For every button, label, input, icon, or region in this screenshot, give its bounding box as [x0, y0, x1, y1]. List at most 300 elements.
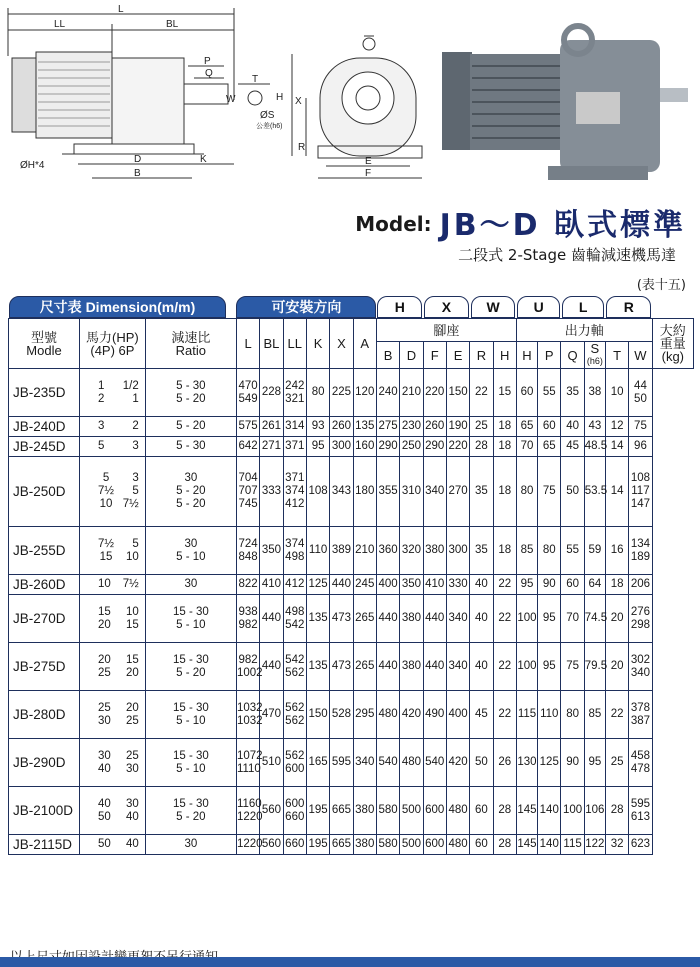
row-w: 18 [605, 575, 628, 595]
row-l: 704 707 745 [236, 457, 259, 527]
row-t: 79.5 [584, 643, 605, 691]
row-k: 195 [306, 787, 329, 835]
row-p: 60 [516, 369, 537, 417]
model-title: JB～D 臥式標準 [439, 208, 686, 243]
dim-label-H: H [276, 92, 284, 103]
row-h: 18 [493, 527, 516, 575]
row-k: 95 [306, 437, 329, 457]
col-shaft-s-label: S [590, 341, 600, 356]
row-b: 400 [376, 575, 399, 595]
row-model: JB-245D [9, 437, 80, 457]
row-d: 350 [400, 575, 423, 595]
row-a: 160 [353, 437, 376, 457]
row-hp-4p: 5 7½ 10 [98, 472, 115, 510]
col-ll: LL [283, 319, 306, 369]
row-l: 724 848 [236, 527, 259, 575]
col-base-b: B [376, 342, 399, 369]
row-q: 90 [538, 575, 561, 595]
row-e: 400 [446, 691, 469, 739]
row-t: 74.5 [584, 595, 605, 643]
col-base-e: E [446, 342, 469, 369]
row-s: 115 [561, 835, 584, 855]
dim-label-E: E [365, 156, 372, 167]
row-r: 35 [470, 527, 493, 575]
row-ratio: 5 - 20 [145, 417, 236, 437]
row-p: 100 [516, 595, 537, 643]
row-f: 440 [423, 643, 446, 691]
row-e: 480 [446, 787, 469, 835]
row-d: 500 [400, 787, 423, 835]
row-k: 125 [306, 575, 329, 595]
row-model: JB-2100D [9, 787, 80, 835]
row-hp-4p: 25 30 [98, 701, 111, 727]
col-shaft-s [584, 342, 605, 369]
row-ll: 374 498 [283, 527, 306, 575]
col-base-f: F [423, 342, 446, 369]
row-h: 22 [493, 575, 516, 595]
row-l: 1032 1032 [236, 691, 259, 739]
row-ll: 371 [283, 437, 306, 457]
row-hp-6p: 30 40 [125, 797, 139, 823]
row-x: 473 [330, 595, 353, 643]
col-bl: BL [260, 319, 283, 369]
row-hp [80, 691, 146, 739]
row-b: 440 [376, 595, 399, 643]
row-hp [80, 369, 146, 417]
model-heading [355, 200, 686, 244]
row-f: 540 [423, 739, 446, 787]
row-model: JB-250D [9, 457, 80, 527]
row-hp [80, 527, 146, 575]
row-f: 340 [423, 457, 446, 527]
row-t: 122 [584, 835, 605, 855]
dim-label-F: F [365, 168, 372, 179]
row-x: 473 [330, 643, 353, 691]
row-x: 595 [330, 739, 353, 787]
row-f: 410 [423, 575, 446, 595]
row-s: 90 [561, 739, 584, 787]
row-e: 340 [446, 643, 469, 691]
row-ll: 242 321 [283, 369, 306, 417]
row-x: 440 [330, 575, 353, 595]
row-bl: 350 [260, 527, 283, 575]
row-w: 28 [605, 787, 628, 835]
row-q: 140 [538, 787, 561, 835]
row-f: 440 [423, 595, 446, 643]
row-hp-4p: 50 [98, 838, 111, 850]
dim-label-BL: BL [166, 19, 179, 30]
table-row [9, 739, 694, 787]
row-k: 110 [306, 527, 329, 575]
row-h: 22 [493, 643, 516, 691]
col-shaft-w: W [629, 342, 652, 369]
row-ratio: 5 - 30 5 - 20 [145, 369, 236, 417]
row-e: 300 [446, 527, 469, 575]
row-hp-6p: 20 25 [125, 701, 139, 727]
row-h: 18 [493, 417, 516, 437]
row-weight: 595 613 [629, 787, 652, 835]
row-a: 380 [353, 835, 376, 855]
row-k: 135 [306, 643, 329, 691]
row-e: 190 [446, 417, 469, 437]
dim-label-W: W [226, 94, 236, 105]
row-w: 12 [605, 417, 628, 437]
row-hp-4p: 5 [98, 440, 105, 452]
row-w: 16 [605, 527, 628, 575]
row-hp-6p: 2 [132, 420, 139, 432]
dim-label-X: X [295, 96, 302, 107]
row-q: 75 [538, 457, 561, 527]
table-row [9, 457, 694, 527]
row-b: 355 [376, 457, 399, 527]
row-l: 575 [236, 417, 259, 437]
dim-label-holes: ØH*4 [20, 160, 45, 171]
row-ll: 498 542 [283, 595, 306, 643]
row-model: JB-260D [9, 575, 80, 595]
row-l: 938 982 [236, 595, 259, 643]
row-b: 580 [376, 787, 399, 835]
table-row [9, 787, 694, 835]
row-p: 145 [516, 787, 537, 835]
row-ll: 562 600 [283, 739, 306, 787]
dimension-drawing [0, 0, 700, 200]
row-d: 480 [400, 739, 423, 787]
dim-label-R: R [298, 142, 306, 153]
row-weight: 378 387 [629, 691, 652, 739]
row-e: 270 [446, 457, 469, 527]
row-x: 665 [330, 787, 353, 835]
row-s: 75 [561, 643, 584, 691]
col-shaft-s-note: (h6) [586, 356, 603, 366]
row-q: 65 [538, 437, 561, 457]
row-w: 14 [605, 457, 628, 527]
row-a: 180 [353, 457, 376, 527]
row-hp-4p: 7½ 15 [98, 537, 115, 563]
row-x: 260 [330, 417, 353, 437]
row-a: 340 [353, 739, 376, 787]
dim-label-LL: LL [54, 19, 66, 30]
row-t: 59 [584, 527, 605, 575]
row-f: 260 [423, 417, 446, 437]
row-f: 600 [423, 787, 446, 835]
tab-letter-l: L [562, 296, 605, 318]
row-s: 80 [561, 691, 584, 739]
row-f: 220 [423, 369, 446, 417]
row-weight: 206 [629, 575, 652, 595]
col-shaft-q: Q [561, 342, 584, 369]
model-label: Model: [355, 212, 432, 236]
row-bl: 261 [260, 417, 283, 437]
row-model: JB-255D [9, 527, 80, 575]
tab-letter-h: H [377, 296, 422, 318]
row-ratio: 30 [145, 575, 236, 595]
row-hp [80, 835, 146, 855]
row-h: 26 [493, 739, 516, 787]
row-hp [80, 575, 146, 595]
row-b: 440 [376, 643, 399, 691]
row-r: 45 [470, 691, 493, 739]
row-model: JB-240D [9, 417, 80, 437]
row-x: 300 [330, 437, 353, 457]
row-r: 40 [470, 575, 493, 595]
row-weight: 134 189 [629, 527, 652, 575]
row-p: 145 [516, 835, 537, 855]
row-hp-4p: 40 50 [98, 797, 111, 823]
row-r: 25 [470, 417, 493, 437]
row-x: 389 [330, 527, 353, 575]
row-ratio: 5 - 30 [145, 437, 236, 457]
row-b: 540 [376, 739, 399, 787]
row-e: 150 [446, 369, 469, 417]
row-b: 240 [376, 369, 399, 417]
row-d: 210 [400, 369, 423, 417]
row-weight: 458 478 [629, 739, 652, 787]
row-ll: 660 [283, 835, 306, 855]
row-ll: 542 562 [283, 643, 306, 691]
group-base: 腳座 [376, 319, 516, 342]
row-s: 60 [561, 575, 584, 595]
row-ll: 314 [283, 417, 306, 437]
row-model: JB-2115D [9, 835, 80, 855]
row-hp-4p: 30 40 [98, 749, 111, 775]
row-d: 500 [400, 835, 423, 855]
row-r: 22 [470, 369, 493, 417]
row-hp [80, 739, 146, 787]
row-hp-6p: 3 [132, 440, 139, 452]
row-k: 108 [306, 457, 329, 527]
row-e: 220 [446, 437, 469, 457]
row-k: 195 [306, 835, 329, 855]
row-p: 100 [516, 643, 537, 691]
row-s: 70 [561, 595, 584, 643]
col-x: X [330, 319, 353, 369]
row-hp-6p: 15 20 [125, 653, 139, 679]
row-d: 320 [400, 527, 423, 575]
row-l: 982 1002 [236, 643, 259, 691]
table-row [9, 691, 694, 739]
row-ratio: 15 - 30 5 - 10 [145, 691, 236, 739]
row-p: 80 [516, 457, 537, 527]
row-bl: 510 [260, 739, 283, 787]
row-a: 120 [353, 369, 376, 417]
row-a: 135 [353, 417, 376, 437]
row-p: 70 [516, 437, 537, 457]
table-row [9, 437, 694, 457]
row-f: 490 [423, 691, 446, 739]
row-h: 28 [493, 787, 516, 835]
row-e: 480 [446, 835, 469, 855]
table-row [9, 417, 694, 437]
row-weight: 302 340 [629, 643, 652, 691]
col-base-r: R [470, 342, 493, 369]
dim-label-Q: Q [205, 68, 213, 79]
row-k: 93 [306, 417, 329, 437]
row-d: 380 [400, 643, 423, 691]
row-ll: 371 374 412 [283, 457, 306, 527]
row-a: 265 [353, 595, 376, 643]
subtitle: 二段式 2-Stage 齒輪減速機馬達 [458, 246, 676, 264]
row-ratio: 30 [145, 835, 236, 855]
row-a: 295 [353, 691, 376, 739]
row-ll: 600 660 [283, 787, 306, 835]
row-p: 130 [516, 739, 537, 787]
row-b: 290 [376, 437, 399, 457]
dim-label-K: K [200, 154, 207, 165]
row-k: 165 [306, 739, 329, 787]
row-weight: 96 [629, 437, 652, 457]
col-hp: 馬力(HP) (4P) 6P [80, 319, 146, 369]
row-ratio: 30 5 - 20 5 - 20 [145, 457, 236, 527]
row-hp [80, 417, 146, 437]
tab-letter-w: W [471, 296, 516, 318]
row-t: 43 [584, 417, 605, 437]
row-model: JB-280D [9, 691, 80, 739]
dim-label-D: D [134, 154, 142, 165]
row-l: 1072 1110 [236, 739, 259, 787]
row-p: 65 [516, 417, 537, 437]
col-k: K [306, 319, 329, 369]
row-hp [80, 457, 146, 527]
row-a: 265 [353, 643, 376, 691]
dim-label-T: T [252, 74, 259, 85]
row-q: 55 [538, 369, 561, 417]
table-row [9, 527, 694, 575]
dim-label-P: P [204, 56, 211, 67]
group-shaft: 出力軸 [516, 319, 652, 342]
tab-letter-u: U [517, 296, 560, 318]
row-b: 480 [376, 691, 399, 739]
tab-dimension: 尺寸表 Dimension(m/m) [9, 296, 227, 318]
row-bl: 333 [260, 457, 283, 527]
table-row [9, 595, 694, 643]
row-q: 95 [538, 643, 561, 691]
row-hp-6p: 10 15 [125, 605, 139, 631]
row-weight: 276 298 [629, 595, 652, 643]
row-weight: 623 [629, 835, 652, 855]
row-a: 245 [353, 575, 376, 595]
row-w: 14 [605, 437, 628, 457]
row-w: 25 [605, 739, 628, 787]
row-a: 210 [353, 527, 376, 575]
row-hp-6p: 40 [125, 838, 139, 850]
row-weight: 44 50 [629, 369, 652, 417]
row-bl: 228 [260, 369, 283, 417]
row-t: 106 [584, 787, 605, 835]
row-ll: 562 562 [283, 691, 306, 739]
col-l: L [236, 319, 259, 369]
row-w: 10 [605, 369, 628, 417]
row-hp-4p: 20 25 [98, 653, 111, 679]
row-e: 330 [446, 575, 469, 595]
row-l: 1160 1220 [236, 787, 259, 835]
row-w: 32 [605, 835, 628, 855]
dim-label-S: ØS [260, 110, 275, 121]
row-t: 53.5 [584, 457, 605, 527]
row-d: 230 [400, 417, 423, 437]
row-weight: 108 117 147 [629, 457, 652, 527]
row-ll: 412 [283, 575, 306, 595]
row-t: 95 [584, 739, 605, 787]
row-model: JB-235D [9, 369, 80, 417]
row-k: 150 [306, 691, 329, 739]
table-row [9, 575, 694, 595]
row-l: 822 [236, 575, 259, 595]
row-ratio: 15 - 30 5 - 20 [145, 643, 236, 691]
row-hp-6p: 1/2 1 [122, 379, 139, 405]
row-hp-6p: 25 30 [125, 749, 139, 775]
row-hp [80, 643, 146, 691]
row-hp-6p: 7½ [122, 578, 139, 590]
tab-direction: 可安裝方向 [236, 296, 376, 318]
row-x: 665 [330, 835, 353, 855]
row-w: 22 [605, 691, 628, 739]
row-f: 600 [423, 835, 446, 855]
row-hp [80, 437, 146, 457]
dim-label-L: L [118, 4, 124, 15]
row-hp-6p: 5 10 [125, 537, 139, 563]
row-hp [80, 787, 146, 835]
row-l: 1220 [236, 835, 259, 855]
row-s: 45 [561, 437, 584, 457]
row-r: 60 [470, 835, 493, 855]
col-shaft-p: P [538, 342, 561, 369]
row-h: 15 [493, 369, 516, 417]
row-q: 125 [538, 739, 561, 787]
row-f: 380 [423, 527, 446, 575]
table-number: (表十五) [636, 278, 686, 293]
row-q: 60 [538, 417, 561, 437]
row-r: 40 [470, 595, 493, 643]
row-s: 40 [561, 417, 584, 437]
tab-letter-x: X [424, 296, 469, 318]
row-bl: 440 [260, 643, 283, 691]
row-bl: 560 [260, 787, 283, 835]
row-q: 140 [538, 835, 561, 855]
footer-band [0, 957, 700, 967]
row-model: JB-275D [9, 643, 80, 691]
row-bl: 560 [260, 835, 283, 855]
row-h: 18 [493, 437, 516, 457]
row-hp-4p: 3 [98, 420, 105, 432]
row-q: 80 [538, 527, 561, 575]
col-shaft-t: T [605, 342, 628, 369]
row-s: 100 [561, 787, 584, 835]
row-d: 420 [400, 691, 423, 739]
row-e: 340 [446, 595, 469, 643]
row-bl: 470 [260, 691, 283, 739]
row-hp-6p: 3 5 7½ [122, 472, 139, 510]
col-weight: 大約 重量 (kg) [652, 319, 693, 369]
row-k: 80 [306, 369, 329, 417]
row-q: 95 [538, 595, 561, 643]
row-r: 60 [470, 787, 493, 835]
row-s: 35 [561, 369, 584, 417]
row-ratio: 30 5 - 10 [145, 527, 236, 575]
row-weight: 75 [629, 417, 652, 437]
row-hp-4p: 15 20 [98, 605, 111, 631]
row-p: 85 [516, 527, 537, 575]
table-tab-row [9, 296, 694, 319]
row-f: 290 [423, 437, 446, 457]
row-s: 50 [561, 457, 584, 527]
row-model: JB-270D [9, 595, 80, 643]
col-model: 型號 Modle [9, 319, 80, 369]
row-w: 20 [605, 595, 628, 643]
row-k: 135 [306, 595, 329, 643]
row-e: 420 [446, 739, 469, 787]
row-r: 40 [470, 643, 493, 691]
row-w: 20 [605, 643, 628, 691]
